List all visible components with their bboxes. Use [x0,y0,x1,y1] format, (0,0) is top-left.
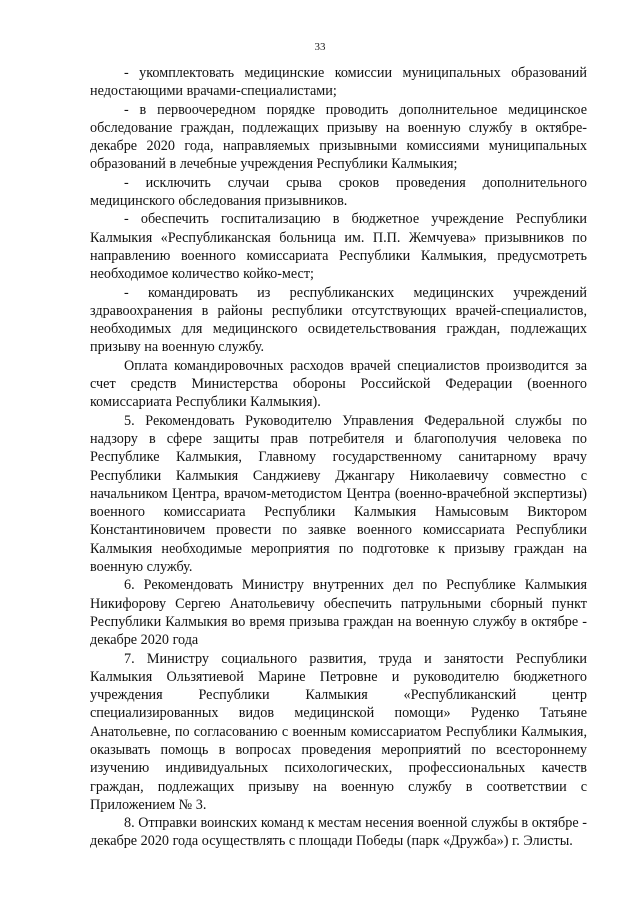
paragraph-dispatch-specialists: - командировать из республиканских медицинских учреждений здравоохранения в районы республики отсутствующих врачей-специалистов, необходимых для медицинского освидетельствования граждан, подлежащих призыву на военную службу. [90,284,587,356]
document-body [90,64,587,851]
paragraph-item-6: 6. Рекомендовать Министру внутренних дел по Республике Калмыкия Никифорову Сергею Анатольевичу обеспечить патрульными сборный пункт Республики Калмыкия во время призыва граждан на военную службу в октябре - декабре 2020 года [90,577,587,649]
paragraph-additional-examination: - в первоочередном порядке проводить дополнительное медицинское обследование граждан, подлежащих призыву на военную службу в октябре-декабре 2020 года, направляемых призывными комиссиями муниципальных образований в лечебные учреждения Республики Калмыкия; [90,101,587,173]
page-number: 33 [314,41,326,53]
paragraph-travel-expenses: Оплата командировочных расходов врачей специалистов производится за счет средств Министерства обороны Российской Федерации (военного комиссариата Республики Калмыкия). [90,357,587,411]
paragraph-exclude-delays: - исключить случаи срыва сроков проведения дополнительного медицинского обследования призывников. [90,174,587,210]
paragraph-staff-commissions: - укомплектовать медицинские комиссии муниципальных образований недостающими врачами-специалистами; [90,65,587,100]
paragraph-item-8: 8. Отправки воинских команд к местам несения военной службы в октябре - декабре 2020 года осуществлять с площади Победы (парк «Дружба») г. Элисты. [90,815,587,850]
paragraph-hospitalization: - обеспечить госпитализацию в бюджетное учреждение Республики Калмыкия «Республиканская больница им. П.П. Жемчуева» призывников по направлению военного комиссариата Республики Калмыкия, предусмотреть необходимое количество койко-мест; [90,211,587,283]
paragraph-item-5: 5. Рекомендовать Руководителю Управления Федеральной службы по надзору в сфере защиты прав потребителя и благополучия человека по Республике Калмыкия, Главному государственному санитарному врачу Республики Калмыкия Санджиеву Джангару Николаевичу совместно с начальником Центра, врачом-методистом Центра (военно-врачебной экспертизы) военного комиссариата Республики Калмыкия Намысовым Виктором Константиновичем провести по заявке военного комиссариата Республики Калмыкия необходимые мероприятия по подготовке к призыву граждан на военную службу. [90,412,587,576]
paragraph-item-7: 7. Министру социального развития, труда и занятости Республики Калмыкия Ользятиевой Марине Петровне и руководителю бюджетного учреждения Республики Калмыкия «Республиканский центр специализированных видов медицинской помощи» Руденко Татьяне Анатольевне, по согласованию с военным комиссариатом Республики Калмыкия, оказывать помощь в вопросах проведения мероприятий по всестороннему изучению индивидуальных психологических, профессиональных качеств граждан, подлежащих призыву на военную службу в соответствии с Приложением № 3. [90,650,587,813]
